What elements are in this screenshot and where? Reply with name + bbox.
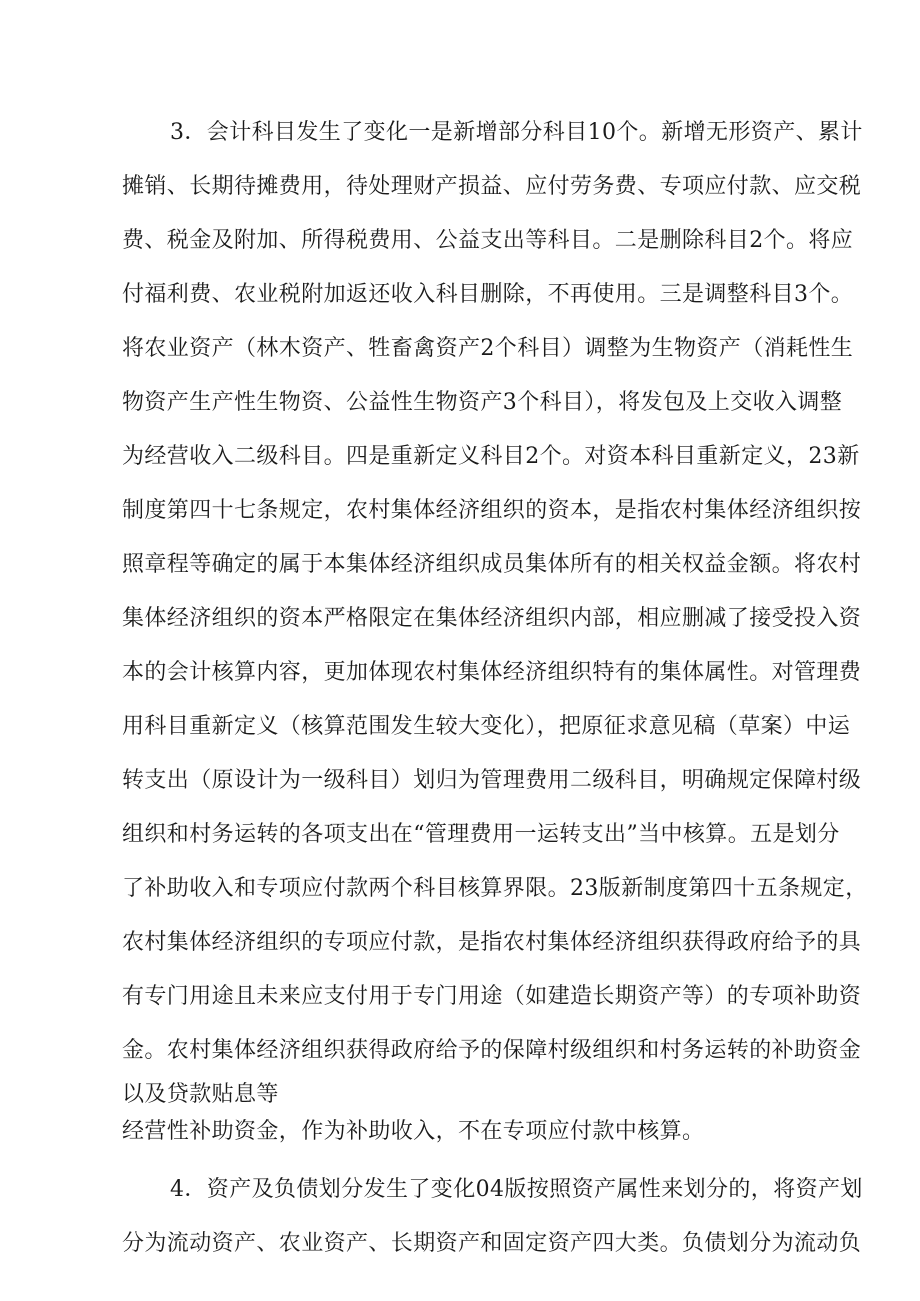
text-line: 费、税金及附加、所得税费用、公益支出等科目。二是删除科目2个。将应 <box>122 228 854 253</box>
text-line: 摊销、长期待摊费用，待处理财产损益、应付劳务费、专项应付款、应交税 <box>122 174 862 199</box>
text-line: 转支出（原设计为一级科目）划归为管理费用二级科目，明确规定保障村级 <box>122 768 862 793</box>
text-line: 本的会计核算内容，更加体现农村集体经济组织特有的集体属性。对管理费 <box>122 660 862 685</box>
text-line: 付福利费、农业税附加返还收入科目删除，不再使用。三是调整科目3个。 <box>122 282 854 307</box>
text-line: 以及贷款贴息等 <box>122 1082 279 1107</box>
text-line: 组织和村务运转的各项支出在“管理费用一运转支出”当中核算。五是划分 <box>122 822 840 847</box>
text-line: 为经营收入二级科目。四是重新定义科目2个。对资本科目重新定义，23新 <box>122 444 860 469</box>
text-line: 农村集体经济组织的专项应付款，是指农村集体经济组织获得政府给予的具 <box>122 930 862 955</box>
text-line: 有专门用途且未来应支付用于专门用途（如建造长期资产等）的专项补助资 <box>122 984 862 1009</box>
text-line: 金。农村集体经济组织获得政府给予的保障村级组织和村务运转的补助资金 <box>122 1038 862 1063</box>
text-line: 分为流动资产、农业资产、长期资产和固定资产四大类。负债划分为流动负 <box>122 1231 862 1256</box>
text-line: 物资产生产性生物资、公益性生物资产3个科目），将发包及上交收入调整 <box>122 390 843 415</box>
text-line: 照章程等确定的属于本集体经济组织成员集体所有的相关权益金额。将农村 <box>122 552 862 577</box>
text-line: 用科目重新定义（核算范围发生较大变化），把原征求意见稿（草案）中运 <box>122 714 851 739</box>
text-line: 了补助收入和专项应付款两个科目核算界限。23版新制度第四十五条规定， <box>122 876 868 901</box>
text-line: 制度第四十七条规定，农村集体经济组织的资本，是指农村集体经济组织按 <box>122 498 862 523</box>
text-line: 将农业资产（林木资产、牲畜禽资产2个科目）调整为生物资产（消耗性生 <box>122 336 854 361</box>
text-line: 4．资产及负债划分发生了变化04版按照资产属性来划分的，将资产划 <box>170 1177 863 1202</box>
text-line: 集体经济组织的资本严格限定在集体经济组织内部，相应删减了接受投入资 <box>122 606 862 631</box>
text-line: 经营性补助资金，作为补助收入，不在专项应付款中核算。 <box>122 1119 705 1144</box>
text-line: 3．会计科目发生了变化一是新增部分科目10个。新增无形资产、累计 <box>170 120 863 145</box>
